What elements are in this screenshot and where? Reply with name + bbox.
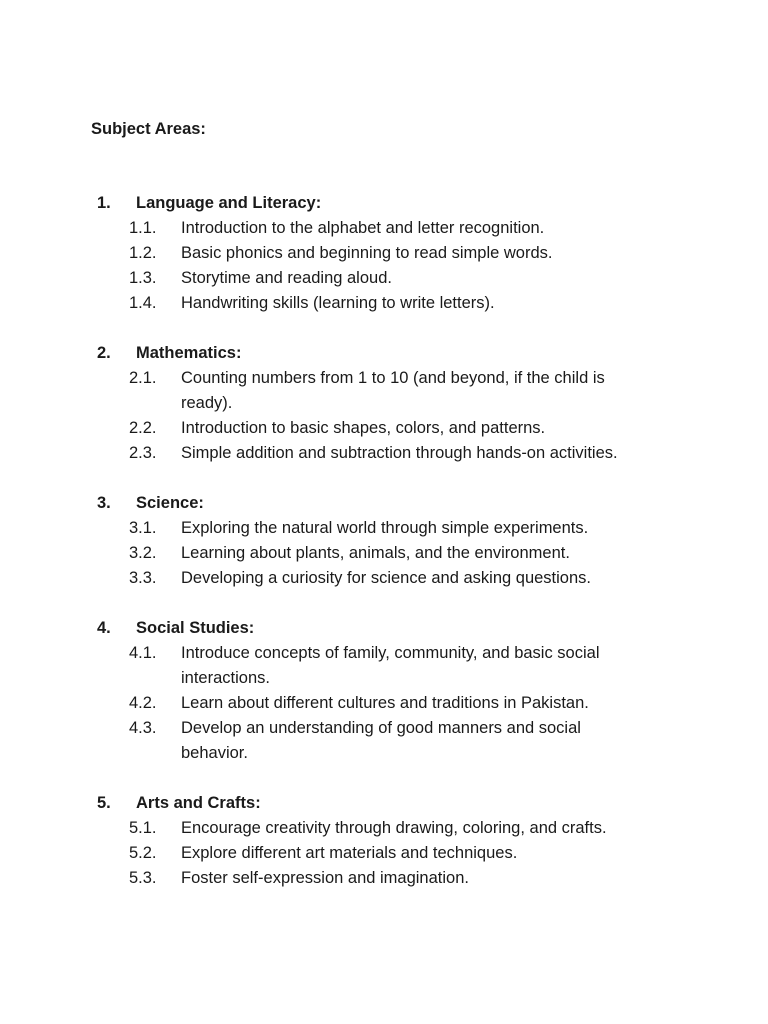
item-number: 2.1. <box>129 369 157 387</box>
item-text: Introduce concepts of family, community, and basic social interactions. <box>181 644 600 687</box>
item-text: Simple addition and subtraction through hands-on activities. <box>181 444 618 462</box>
list-item <box>0 641 651 691</box>
list-item <box>0 441 651 466</box>
section-arts-crafts <box>0 791 768 891</box>
item-text: Learning about plants, animals, and the environment. <box>181 544 570 562</box>
item-text: Developing a curiosity for science and asking questions. <box>181 569 591 587</box>
list-item <box>0 216 651 241</box>
item-text: Introduction to the alphabet and letter recognition. <box>181 219 545 237</box>
list-item <box>0 716 651 766</box>
list-item <box>0 691 651 716</box>
list-item <box>0 416 651 441</box>
section-heading <box>0 616 768 641</box>
section-items <box>0 641 768 766</box>
item-text: Exploring the natural world through simple experiments. <box>181 519 589 537</box>
item-number: 5.3. <box>129 869 157 887</box>
section-number: 1. <box>97 194 111 212</box>
item-number: 2.3. <box>129 444 157 462</box>
section-title: Science: <box>136 494 204 512</box>
item-number: 4.3. <box>129 719 157 737</box>
section-number: 4. <box>97 619 111 637</box>
item-number: 4.1. <box>129 644 157 662</box>
list-item <box>0 841 651 866</box>
section-number: 2. <box>97 344 111 362</box>
list-item <box>0 516 651 541</box>
section-items <box>0 366 768 466</box>
list-item <box>0 866 651 891</box>
item-text: Handwriting skills (learning to write letters). <box>181 294 495 312</box>
item-number: 1.4. <box>129 294 157 312</box>
section-title: Mathematics: <box>136 344 242 362</box>
item-text: Learn about different cultures and traditions in Pakistan. <box>181 694 589 712</box>
item-text: Develop an understanding of good manners and social behavior. <box>181 719 581 762</box>
section-items <box>0 816 768 891</box>
item-number: 4.2. <box>129 694 157 712</box>
item-text: Basic phonics and beginning to read simple words. <box>181 244 553 262</box>
list-item <box>0 291 651 316</box>
item-number: 3.2. <box>129 544 157 562</box>
item-number: 5.1. <box>129 819 157 837</box>
list-item <box>0 266 651 291</box>
item-text: Counting numbers from 1 to 10 (and beyond, if the child is ready). <box>181 369 605 412</box>
subject-areas-list <box>0 191 768 916</box>
section-language-literacy <box>0 191 768 316</box>
section-items <box>0 216 768 316</box>
section-heading <box>0 191 768 216</box>
item-number: 1.1. <box>129 219 157 237</box>
section-title: Language and Literacy: <box>136 194 322 212</box>
list-item <box>0 241 651 266</box>
item-number: 1.3. <box>129 269 157 287</box>
item-number: 1.2. <box>129 244 157 262</box>
item-number: 2.2. <box>129 419 157 437</box>
section-mathematics <box>0 341 768 466</box>
section-social-studies <box>0 616 768 766</box>
section-title: Social Studies: <box>136 619 255 637</box>
list-item <box>0 366 651 416</box>
section-title: Arts and Crafts: <box>136 794 261 812</box>
section-number: 3. <box>97 494 111 512</box>
list-item <box>0 566 651 591</box>
list-item <box>0 541 651 566</box>
section-heading <box>0 491 768 516</box>
section-science <box>0 491 768 591</box>
section-number: 5. <box>97 794 111 812</box>
section-heading <box>0 341 768 366</box>
list-item <box>0 816 651 841</box>
item-text: Encourage creativity through drawing, coloring, and crafts. <box>181 819 607 837</box>
section-items <box>0 516 768 591</box>
item-number: 3.3. <box>129 569 157 587</box>
section-heading <box>0 791 768 816</box>
item-number: 5.2. <box>129 844 157 862</box>
item-number: 3.1. <box>129 519 157 537</box>
item-text: Introduction to basic shapes, colors, and patterns. <box>181 419 546 437</box>
item-text: Explore different art materials and techniques. <box>181 844 518 862</box>
item-text: Storytime and reading aloud. <box>181 269 392 287</box>
item-text: Foster self-expression and imagination. <box>181 869 469 887</box>
document-title: Subject Areas: <box>91 120 206 138</box>
